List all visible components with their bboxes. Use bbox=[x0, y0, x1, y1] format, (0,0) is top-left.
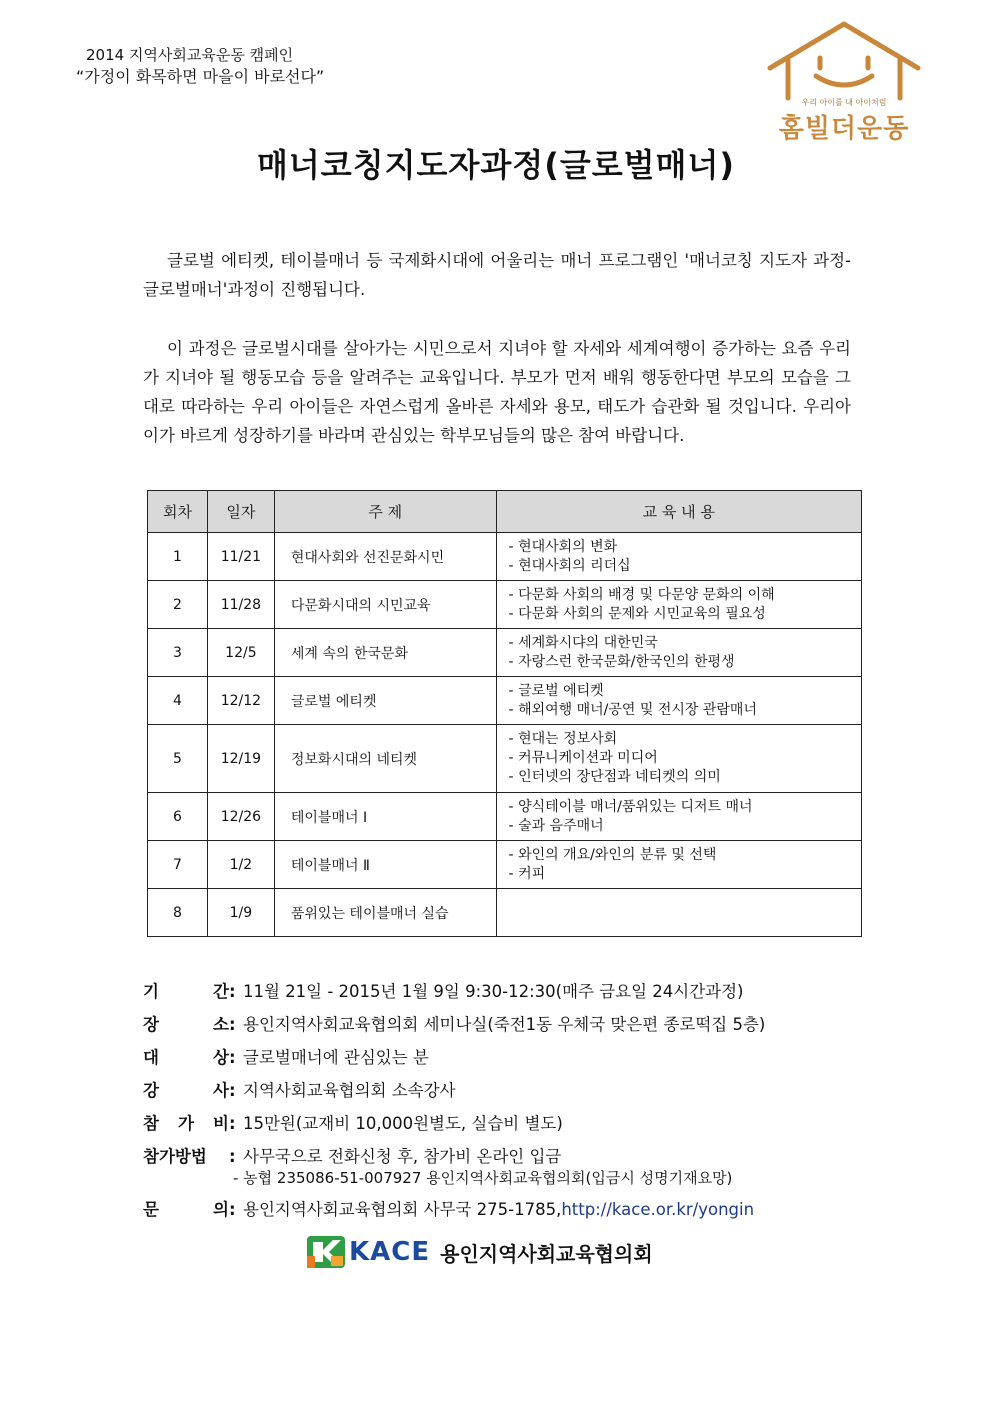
content-item: - 현대는 정보사회 bbox=[509, 730, 860, 749]
kace-mark-icon bbox=[307, 1236, 345, 1268]
session-content bbox=[496, 581, 861, 629]
header-content: 교 육 내 용 bbox=[496, 491, 861, 533]
method-value: 사무국으로 전화신청 후, 참가비 온라인 입금 bbox=[243, 1147, 562, 1166]
content-item: - 술과 음주매너 bbox=[509, 817, 860, 836]
session-content bbox=[496, 677, 861, 725]
inquiry-link[interactable]: http://kace.or.kr/yongin bbox=[561, 1200, 755, 1219]
content-item: - 양식테이블 매너/품위있는 디저트 매너 bbox=[509, 798, 860, 817]
session-topic: 글로벌 에티켓 bbox=[274, 677, 496, 725]
description-text: 이 과정은 글로벌시대를 살아가는 시민으로서 지녀야 할 자세와 세계여행이 증가하는 요즘 우리가 지녀야 될 행동모습 등을 알려주는 교육입니다. 부모가 먼저 배워 행동한다면 부모의 모습을 그대로 따라하는 우리 아이들은 자연스럽게 올바른 자세와 용모, 태도가 습관화 될 것입니다. 우리아이가 바르게 성장하기를 바라며 관심있는 학부모님들의 많은 참여 바랍니다. bbox=[143, 339, 851, 445]
info-place: 장 소 : 용인지역사회교육협의회 세미나실(죽전1동 우체국 맞은편 종로떡집 5층) bbox=[143, 1008, 863, 1041]
header-date: 일자 bbox=[207, 491, 274, 533]
info-period: 기 간 : 11월 21일 - 2015년 1월 9일 9:30-12:30(매주 금요일 24시간과정) bbox=[143, 975, 863, 1008]
session-date: 1/2 bbox=[207, 841, 274, 889]
info-lecturer: 강 사 : 지역사회교육협의회 소속강사 bbox=[143, 1074, 863, 1107]
content-item: - 와인의 개요/와인의 분류 및 선택 bbox=[509, 846, 860, 865]
bank-account: - 농협 235086-51-007927 용인지역사회교육협의회(입금시 성명기재요망) bbox=[233, 1169, 733, 1187]
place-value: 용인지역사회교육협의회 세미나실(죽전1동 우체국 맞은편 종로떡집 5층) bbox=[243, 1015, 766, 1034]
session-date: 12/19 bbox=[207, 725, 274, 793]
session-number: 2 bbox=[148, 581, 208, 629]
logo-tagline: 우리 아이를 내 아이처럼 bbox=[801, 98, 887, 107]
content-item: - 글로벌 에티켓 bbox=[509, 682, 860, 701]
footer-logo bbox=[307, 1235, 653, 1269]
session-date: 12/12 bbox=[207, 677, 274, 725]
table-row bbox=[148, 533, 862, 581]
session-number: 6 bbox=[148, 793, 208, 841]
session-date: 11/28 bbox=[207, 581, 274, 629]
inquiry-label: 문 의 bbox=[143, 1200, 229, 1219]
session-number: 5 bbox=[148, 725, 208, 793]
session-topic: 정보화시대의 네티켓 bbox=[274, 725, 496, 793]
fee-value: 15만원(교재비 10,000원별도, 실습비 별도) bbox=[243, 1114, 563, 1133]
period-value: 11월 21일 - 2015년 1월 9일 9:30-12:30(매주 금요일 24시간과정) bbox=[243, 982, 744, 1001]
content-item: - 커피 bbox=[509, 865, 860, 884]
session-topic: 세계 속의 한국문화 bbox=[274, 629, 496, 677]
content-item: - 인터넷의 장단점과 네티켓의 의미 bbox=[509, 768, 860, 787]
description-paragraph bbox=[143, 334, 851, 450]
content-item: - 커뮤니케이션과 미디어 bbox=[509, 749, 860, 768]
session-content bbox=[496, 841, 861, 889]
session-date: 11/21 bbox=[207, 533, 274, 581]
schedule-body bbox=[148, 533, 862, 937]
content-item: - 다문화 사회의 배경 및 다문양 문화의 이해 bbox=[509, 586, 860, 605]
info-method: 참가방법 : 사무국으로 전화신청 후, 참가비 온라인 입금 bbox=[143, 1140, 863, 1173]
content-item: - 현대사회의 변화 bbox=[509, 538, 860, 557]
table-header-row bbox=[148, 491, 862, 533]
lecturer-value: 지역사회교육협의회 소속강사 bbox=[243, 1081, 456, 1100]
info-fee: 참 가 비 : 15만원(교재비 10,000원별도, 실습비 별도) bbox=[143, 1107, 863, 1140]
session-topic: 현대사회와 선진문화시민 bbox=[274, 533, 496, 581]
fee-label: 참 가 비 bbox=[143, 1114, 229, 1133]
lecturer-label: 강 사 bbox=[143, 1081, 229, 1100]
content-item: - 다문화 사회의 문제와 시민교육의 필요성 bbox=[509, 605, 860, 624]
session-topic: 다문화시대의 시민교육 bbox=[274, 581, 496, 629]
session-date: 12/5 bbox=[207, 629, 274, 677]
schedule-table bbox=[147, 490, 862, 937]
session-number: 1 bbox=[148, 533, 208, 581]
content-item: - 세계화시댜의 대한민국 bbox=[509, 634, 860, 653]
session-topic: 테이블매너 Ⅰ bbox=[274, 793, 496, 841]
session-date: 12/26 bbox=[207, 793, 274, 841]
inquiry-value: 용인지역사회교육협의회 사무국 275-1785, bbox=[243, 1200, 562, 1219]
logo-name: 홈빌더운동 bbox=[778, 114, 910, 144]
page-title: 매너코칭지도자과정(글로벌매너) bbox=[256, 146, 736, 184]
intro-text: 글로벌 에티켓, 테이블매너 등 국제화시대에 어울리는 매너 프로그램인 '매너코칭 지도자 과정-글로벌매너'과정이 진행됩니다. bbox=[143, 251, 851, 299]
campaign-year-line: 2014 지역사회교육운동 캠페인 bbox=[86, 46, 294, 64]
kace-org-name: 용인지역사회교육협의회 bbox=[440, 1241, 653, 1266]
table-row bbox=[148, 841, 862, 889]
place-label: 장 소 bbox=[143, 1015, 229, 1034]
table-row bbox=[148, 581, 862, 629]
campaign-slogan: “가정이 화목하면 마을이 바로선다” bbox=[76, 67, 325, 86]
kace-brand: KACE bbox=[349, 1237, 431, 1267]
table-row bbox=[148, 889, 862, 937]
table-row bbox=[148, 793, 862, 841]
session-number: 3 bbox=[148, 629, 208, 677]
period-label: 기 간 bbox=[143, 982, 229, 1001]
homebuilder-logo bbox=[764, 18, 924, 148]
session-topic: 테이블매너 Ⅱ bbox=[274, 841, 496, 889]
session-content bbox=[496, 629, 861, 677]
session-number: 8 bbox=[148, 889, 208, 937]
session-content bbox=[496, 793, 861, 841]
content-item: - 해외여행 매너/공연 및 전시장 관람매너 bbox=[509, 701, 860, 720]
table-row bbox=[148, 677, 862, 725]
session-content bbox=[496, 889, 861, 937]
session-topic: 품위있는 테이블매너 실습 bbox=[274, 889, 496, 937]
header-topic: 주 제 bbox=[274, 491, 496, 533]
session-content bbox=[496, 533, 861, 581]
content-item: - 현대사회의 리더십 bbox=[509, 557, 860, 576]
house-smile-icon bbox=[764, 18, 924, 108]
info-target: 대 상 : 글로벌매너에 관심있는 분 bbox=[143, 1041, 863, 1074]
session-content bbox=[496, 725, 861, 793]
course-info bbox=[143, 975, 863, 1226]
session-number: 7 bbox=[148, 841, 208, 889]
header-session: 회차 bbox=[148, 491, 208, 533]
intro-paragraph bbox=[143, 246, 851, 304]
table-row bbox=[148, 629, 862, 677]
session-number: 4 bbox=[148, 677, 208, 725]
session-date: 1/9 bbox=[207, 889, 274, 937]
target-value: 글로벌매너에 관심있는 분 bbox=[243, 1048, 429, 1067]
target-label: 대 상 bbox=[143, 1048, 229, 1067]
method-label: 참가방법 bbox=[143, 1147, 207, 1166]
info-inquiry: 문 의 : 용인지역사회교육협의회 사무국 275-1785, http://kace.or.kr/yongin bbox=[143, 1193, 863, 1226]
content-item: - 자랑스런 한국문화/한국인의 한평생 bbox=[509, 653, 860, 672]
table-row bbox=[148, 725, 862, 793]
campaign-header bbox=[76, 44, 325, 88]
